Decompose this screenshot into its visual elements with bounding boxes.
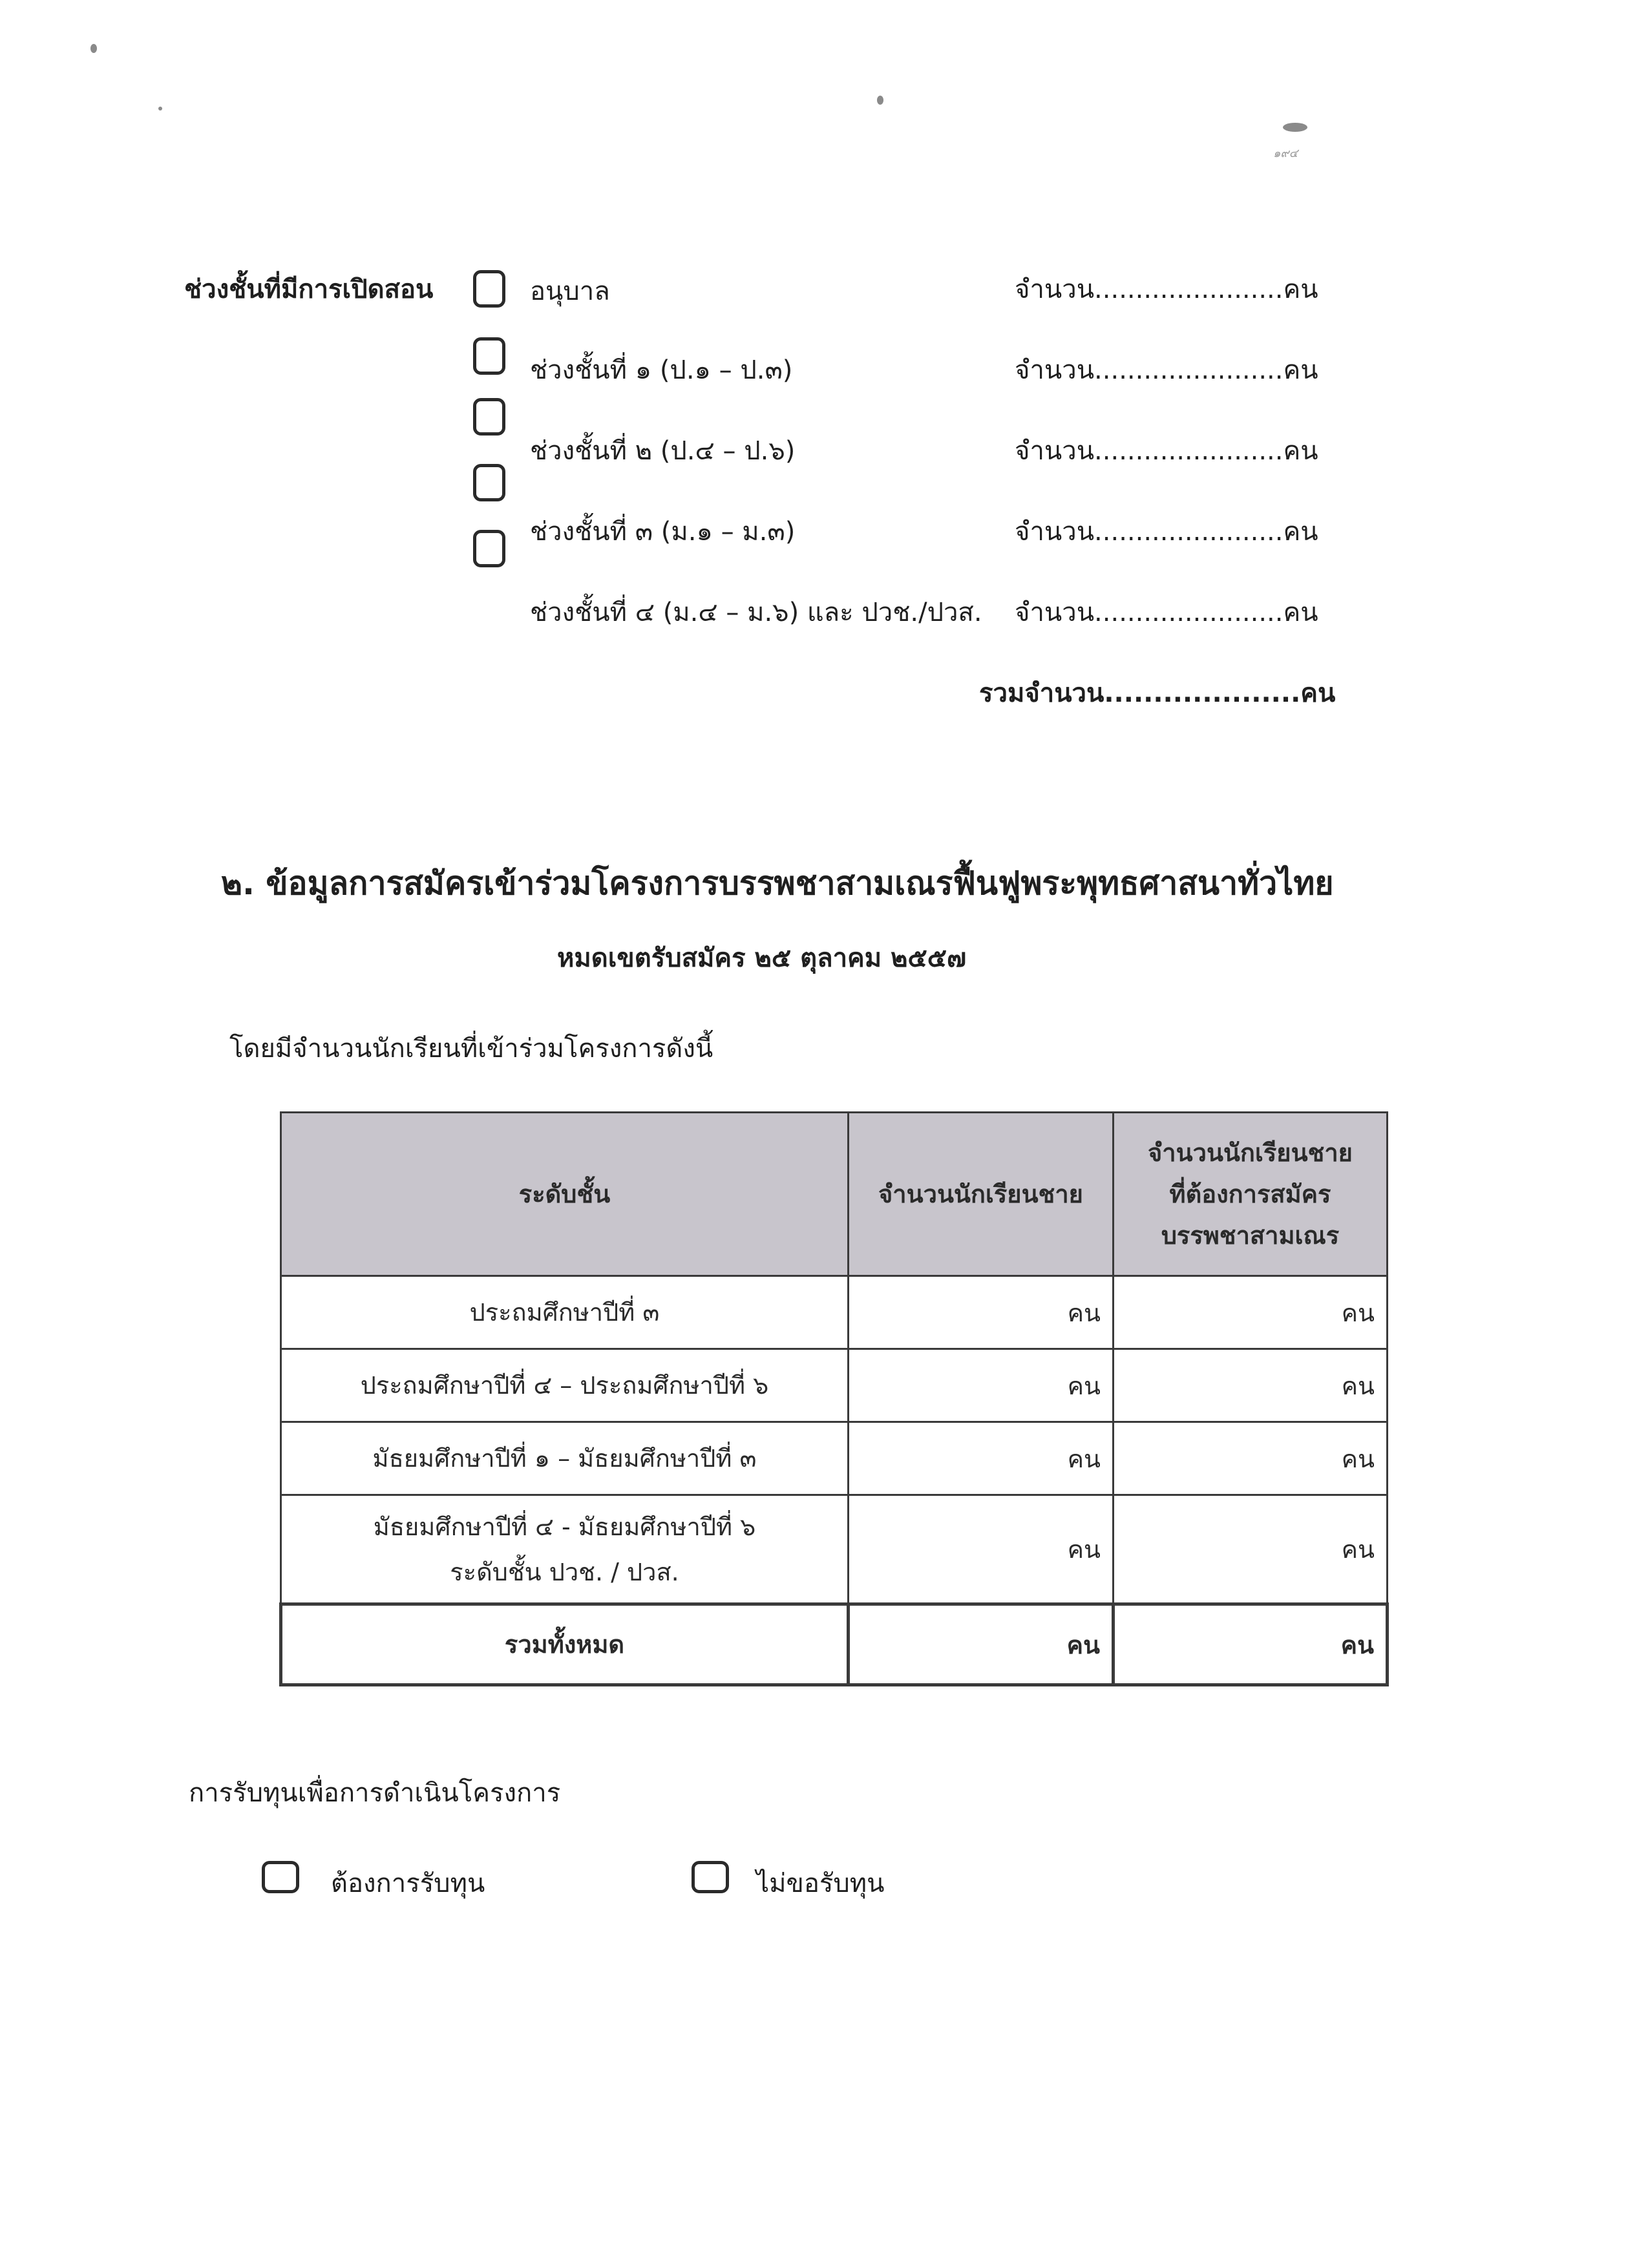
total-label: รวมทั้งหมด [281, 1604, 849, 1685]
intro-text: โดยมีจำนวนนักเรียนที่เข้าร่วมโครงการดังนี้ [229, 1034, 713, 1064]
scan-speck [877, 96, 883, 105]
section2-title: ๒. ข้อมูลการสมัครเข้าร่วมโครงการบรรพชาสามเณรฟื้นฟูพระพุทธศาสนาทั่วไทย [221, 865, 1334, 902]
checkbox-level-1[interactable] [473, 337, 505, 375]
level-label-2: ช่วงชั้นที่ ๒ (ป.๔ – ป.๖) [530, 436, 796, 466]
scan-speck [1283, 123, 1307, 132]
row-novice-cell[interactable]: คน [1114, 1349, 1388, 1422]
level-label-4: ช่วงชั้นที่ ๔ (ม.๔ – ม.๖) และ ปวช./ปวส. [530, 598, 982, 627]
level-label-kindergarten: อนุบาล [530, 277, 610, 306]
funding-title: การรับทุนเพื่อการดำเนินโครงการ [189, 1778, 561, 1808]
scan-speck [158, 107, 162, 110]
row-novice-cell[interactable]: คน [1114, 1276, 1388, 1349]
header-novice-line: จำนวนนักเรียนชาย [1148, 1139, 1353, 1167]
count-field-level-2[interactable]: จำนวน.......................คน [1015, 436, 1318, 466]
open-levels-label: ช่วงชั้นที่มีการเปิดสอน [184, 275, 434, 304]
row-level-line: ระดับชั้น ปวช. / ปวส. [450, 1557, 679, 1586]
checkbox-level-2[interactable] [473, 398, 505, 436]
row-level: ประถมศึกษาปีที่ ๔ – ประถมศึกษาปีที่ ๖ [281, 1349, 849, 1422]
scan-speck [90, 44, 97, 53]
total-male-cell[interactable]: คน [849, 1604, 1114, 1685]
checkbox-no-funding[interactable] [692, 1861, 729, 1893]
count-field-level-3[interactable]: จำนวน.......................คน [1015, 517, 1318, 547]
header-novice-line: บรรพชาสามเณร [1161, 1221, 1340, 1250]
count-field-level-4[interactable]: จำนวน.......................คน [1015, 598, 1318, 627]
checkbox-level-3[interactable] [473, 464, 505, 501]
header-novice-line: ที่ต้องการสมัคร [1169, 1180, 1331, 1208]
level-label-3: ช่วงชั้นที่ ๓ (ม.๑ – ม.๓) [530, 517, 796, 547]
row-novice-cell[interactable]: คน [1114, 1495, 1388, 1604]
checkbox-level-4[interactable] [473, 530, 505, 567]
row-male-cell[interactable]: คน [849, 1276, 1114, 1349]
deadline-text: หมดเขตรับสมัคร ๒๕ ตุลาคม ๒๕๕๗ [557, 943, 967, 973]
row-male-cell[interactable]: คน [849, 1495, 1114, 1604]
row-novice-cell[interactable]: คน [1114, 1422, 1388, 1495]
row-male-cell[interactable]: คน [849, 1422, 1114, 1495]
level-label-1: ช่วงชั้นที่ ๑ (ป.๑ – ป.๓) [530, 355, 793, 385]
option-want-funding: ต้องการรับทุน [331, 1869, 485, 1898]
total-count-field[interactable]: รวมจำนวน....................คน [979, 678, 1336, 708]
table-row [281, 1349, 1388, 1422]
option-no-funding: ไม่ขอรับทุน [756, 1869, 885, 1898]
checkbox-kindergarten[interactable] [473, 270, 505, 308]
row-level [281, 1495, 849, 1604]
page-mark: ๑๙๔ [1273, 147, 1298, 160]
header-novice [1114, 1113, 1388, 1276]
header-male: จำนวนนักเรียนชาย [849, 1113, 1114, 1276]
row-level-line: มัธยมศึกษาปีที่ ๔ - มัธยมศึกษาปีที่ ๖ [373, 1512, 756, 1541]
row-level: ประถมศึกษาปีที่ ๓ [281, 1276, 849, 1349]
table-total-row [281, 1604, 1388, 1685]
total-novice-cell[interactable]: คน [1114, 1604, 1388, 1685]
header-level: ระดับชั้น [281, 1113, 849, 1276]
table-row [281, 1495, 1388, 1604]
count-field-kindergarten[interactable]: จำนวน.......................คน [1015, 275, 1318, 304]
count-field-level-1[interactable]: จำนวน.......................คน [1015, 355, 1318, 385]
table-row [281, 1276, 1388, 1349]
row-male-cell[interactable]: คน [849, 1349, 1114, 1422]
table-header-row [281, 1113, 1388, 1276]
checkbox-want-funding[interactable] [262, 1861, 299, 1893]
table-row [281, 1422, 1388, 1495]
row-level: มัธยมศึกษาปีที่ ๑ – มัธยมศึกษาปีที่ ๓ [281, 1422, 849, 1495]
registration-table [279, 1111, 1389, 1686]
